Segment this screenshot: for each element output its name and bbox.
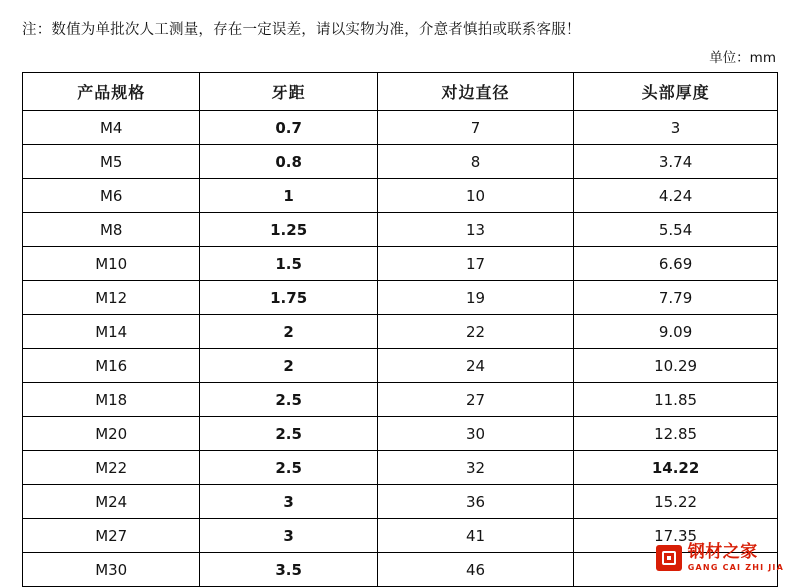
cell-head-thickness: 5.54 — [574, 213, 778, 247]
table-row — [23, 383, 778, 417]
cell-head-thickness: 11.85 — [574, 383, 778, 417]
cell-head-thickness: 15.22 — [574, 485, 778, 519]
cell-spec: M30 — [23, 553, 200, 587]
cell-across-flats: 24 — [377, 349, 573, 383]
cell-spec: M22 — [23, 451, 200, 485]
cell-spec: M16 — [23, 349, 200, 383]
table-row — [23, 179, 778, 213]
cell-pitch: 2.5 — [200, 383, 377, 417]
column-header-pitch: 牙距 — [200, 73, 377, 111]
table-row — [23, 417, 778, 451]
cell-head-thickness: 10.29 — [574, 349, 778, 383]
cell-pitch: 1.5 — [200, 247, 377, 281]
cell-pitch: 2 — [200, 315, 377, 349]
cell-across-flats: 46 — [377, 553, 573, 587]
measurement-note: 注：数值为单批次人工测量，存在一定误差，请以实物为准，介意者慎拍或联系客服！ — [22, 22, 581, 38]
cell-across-flats: 13 — [377, 213, 573, 247]
cell-head-thickness: 14.22 — [574, 451, 778, 485]
cell-head-thickness: 3.74 — [574, 145, 778, 179]
cell-head-thickness: 4.24 — [574, 179, 778, 213]
cell-spec: M10 — [23, 247, 200, 281]
cell-spec: M14 — [23, 315, 200, 349]
watermark-sub-text: GANG CAI ZHI JIA — [687, 563, 784, 572]
cell-across-flats: 27 — [377, 383, 573, 417]
cell-pitch: 2.5 — [200, 417, 377, 451]
table-row — [23, 247, 778, 281]
cell-pitch: 3.5 — [200, 553, 377, 587]
cell-spec: M12 — [23, 281, 200, 315]
cell-pitch: 3 — [200, 519, 377, 553]
cell-head-thickness: 6.69 — [574, 247, 778, 281]
watermark-main-text: 钢材之家 — [687, 542, 758, 562]
cell-spec: M8 — [23, 213, 200, 247]
cell-head-thickness: 12.85 — [574, 417, 778, 451]
cell-head-thickness: 7.79 — [574, 281, 778, 315]
cell-spec: M6 — [23, 179, 200, 213]
cell-spec: M20 — [23, 417, 200, 451]
cell-spec: M24 — [23, 485, 200, 519]
cell-head-thickness: 3 — [574, 111, 778, 145]
cell-head-thickness: 9.09 — [574, 315, 778, 349]
cell-across-flats: 7 — [377, 111, 573, 145]
cell-head-thickness: 17.35 — [574, 519, 778, 553]
table-row — [23, 145, 778, 179]
cell-pitch: 1 — [200, 179, 377, 213]
cell-across-flats: 41 — [377, 519, 573, 553]
table-row — [23, 281, 778, 315]
table-row — [23, 315, 778, 349]
watermark-text — [688, 544, 784, 572]
table-row — [23, 213, 778, 247]
watermark — [656, 544, 784, 572]
column-header-spec: 产品规格 — [23, 73, 200, 111]
cell-across-flats: 17 — [377, 247, 573, 281]
cell-pitch: 0.7 — [200, 111, 377, 145]
table-header — [23, 73, 778, 111]
cell-pitch: 1.75 — [200, 281, 377, 315]
cell-pitch: 1.25 — [200, 213, 377, 247]
cell-pitch: 2 — [200, 349, 377, 383]
specification-table-container — [22, 72, 778, 587]
column-header-across-flats: 对边直径 — [377, 73, 573, 111]
table-row — [23, 485, 778, 519]
column-header-head-thickness: 头部厚度 — [574, 73, 778, 111]
cell-across-flats: 10 — [377, 179, 573, 213]
cell-across-flats: 32 — [377, 451, 573, 485]
cell-across-flats: 30 — [377, 417, 573, 451]
table-header-row — [23, 73, 778, 111]
cell-pitch: 2.5 — [200, 451, 377, 485]
table-row — [23, 349, 778, 383]
cell-pitch: 0.8 — [200, 145, 377, 179]
unit-label: 单位：mm — [709, 50, 776, 66]
cell-across-flats: 19 — [377, 281, 573, 315]
cell-spec: M27 — [23, 519, 200, 553]
cell-pitch: 3 — [200, 485, 377, 519]
cell-spec: M5 — [23, 145, 200, 179]
cell-across-flats: 22 — [377, 315, 573, 349]
cell-across-flats: 36 — [377, 485, 573, 519]
table-row — [23, 111, 778, 145]
table-body — [23, 111, 778, 587]
specification-table — [22, 72, 778, 587]
cell-spec: M4 — [23, 111, 200, 145]
cell-across-flats: 8 — [377, 145, 573, 179]
cell-spec: M18 — [23, 383, 200, 417]
table-row — [23, 451, 778, 485]
building-icon — [656, 545, 682, 571]
